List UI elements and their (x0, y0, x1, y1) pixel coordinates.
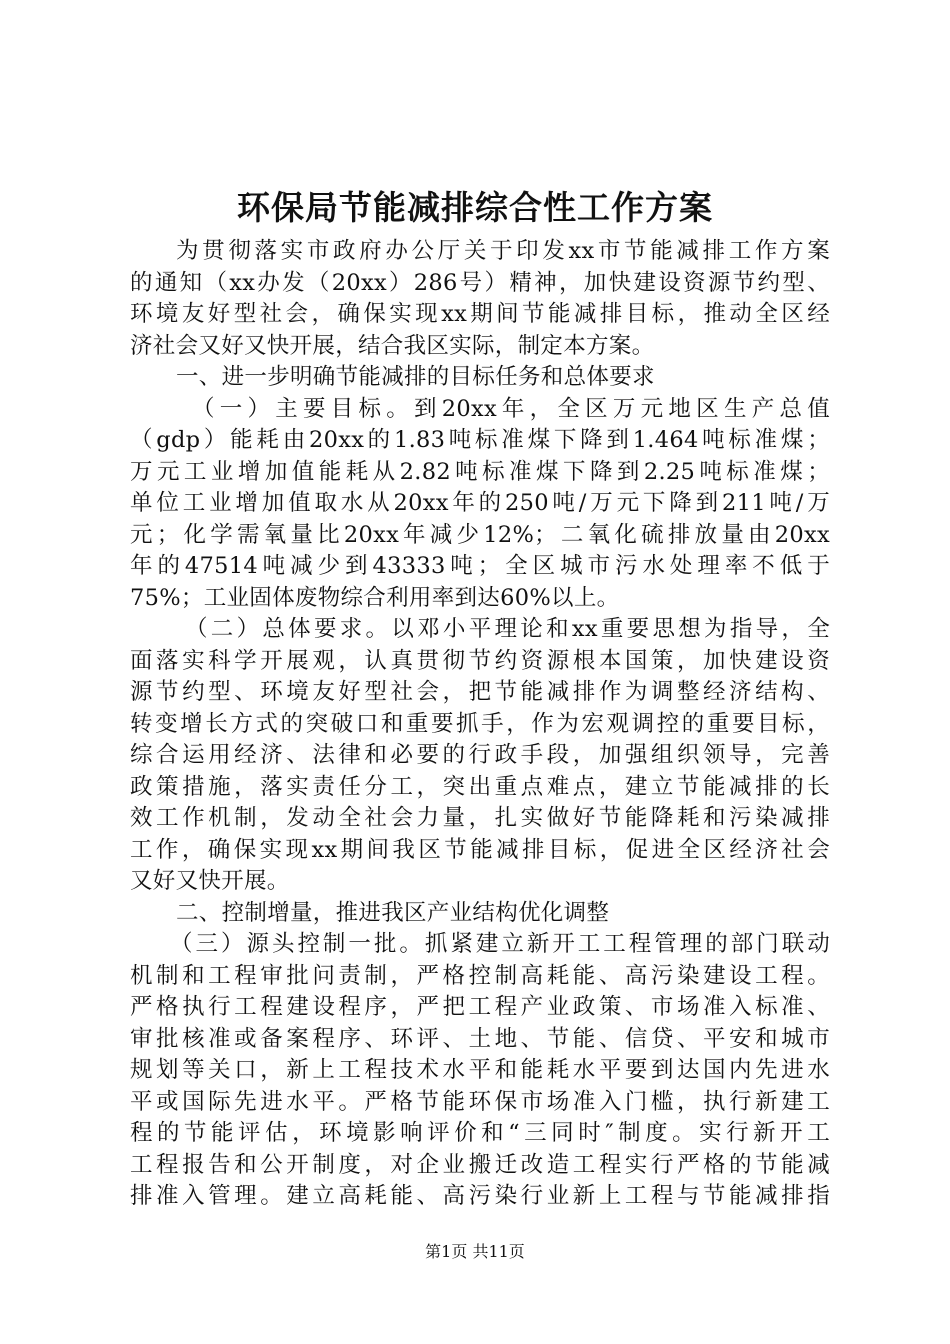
text-line: 济社会又好又快开展，结合我区实际，制定本方案。 (130, 332, 655, 359)
text-line: 政策措施，落实责任分工，突出重点难点，建立节能减排的长 (130, 773, 830, 800)
text-line: 转变增长方式的突破口和重要抓手，作为宏观调控的重要目标， (130, 710, 830, 737)
text-line: 平或国际先进水平。严格节能环保市场准入门槛，执行新建工 (130, 1088, 830, 1115)
text-line: 的通知（xx办发（20xx）286号）精神，加快建设资源节约型、 (130, 269, 830, 296)
text-line: （gdp）能耗由20xx的1.83吨标准煤下降到1.464吨标准煤； (130, 427, 830, 453)
text-line: 又好又快开展。 (130, 868, 290, 894)
text-line: 75%；工业固体废物综合利用率到达60%以上。 (130, 584, 620, 611)
text-line: 规划等关口，新上工程技术水平和能耗水平要到达国内先进水 (130, 1057, 830, 1083)
text-line: 工程报告和公开制度，对企业搬迁改造工程实行严格的节能减 (130, 1151, 830, 1178)
section-heading: 一、进一步明确节能减排的目标任务和总体要求 (176, 364, 655, 390)
text-line: 审批核准或备案程序、环评、土地、节能、信贷、平安和城市 (130, 1025, 830, 1052)
text-line: 工作，确保实现xx期间我区节能减排目标，促进全区经济社会 (130, 836, 830, 863)
text-line: 严格执行工程建设程序，严把工程产业政策、市场准入标准、 (130, 994, 830, 1020)
document-body (130, 236, 830, 1213)
text-line: 元；化学需氧量比20xx年减少12%；二氧化硫排放量由20xx (130, 521, 830, 548)
text-line: 为贯彻落实市政府办公厅关于印发xx市节能减排工作方案 (176, 238, 830, 264)
page-number-footer: 第1页 共11页 (425, 1242, 525, 1261)
document-title: 环保局节能减排综合性工作方案 (237, 188, 713, 227)
text-line: （一）主要目标。到20xx年，全区万元地区生产总值 (192, 395, 830, 422)
text-line: 单位工业增加值取水从20xx年的250吨/万元下降到211吨/万 (130, 490, 830, 516)
text-line: （二）总体要求。以邓小平理论和xx重要思想为指导，全 (185, 616, 830, 642)
text-line: 面落实科学开展观，认真贯彻节约资源根本国策，加快建设资 (130, 647, 830, 674)
text-line: 万元工业增加值能耗从2.82吨标准煤下降到2.25吨标准煤； (130, 458, 830, 485)
text-line: 排准入管理。建立高耗能、高污染行业新上工程与节能减排指 (130, 1183, 830, 1209)
text-line: 综合运用经济、法律和必要的行政手段，加强组织领导，完善 (130, 742, 830, 768)
text-line: 环境友好型社会，确保实现xx期间节能减排目标，推动全区经 (130, 301, 830, 327)
text-line: 机制和工程审批问责制，严格控制高耗能、高污染建设工程。 (130, 962, 830, 989)
text-line: 年的47514吨减少到43333吨；全区城市污水处理率不低于 (130, 553, 830, 579)
text-line: 源节约型、环境友好型社会，把节能减排作为调整经济结构、 (130, 679, 830, 705)
text-line: （三）源头控制一批。抓紧建立新开工工程管理的部门联动 (170, 931, 830, 957)
text-line: 效工作机制，发动全社会力量，扎实做好节能降耗和污染减排 (130, 805, 830, 831)
section-heading: 二、控制增量，推进我区产业结构优化调整 (176, 899, 610, 926)
text-line: 程的节能评估，环境影响评价和“三同时″制度。实行新开工 (130, 1120, 830, 1146)
